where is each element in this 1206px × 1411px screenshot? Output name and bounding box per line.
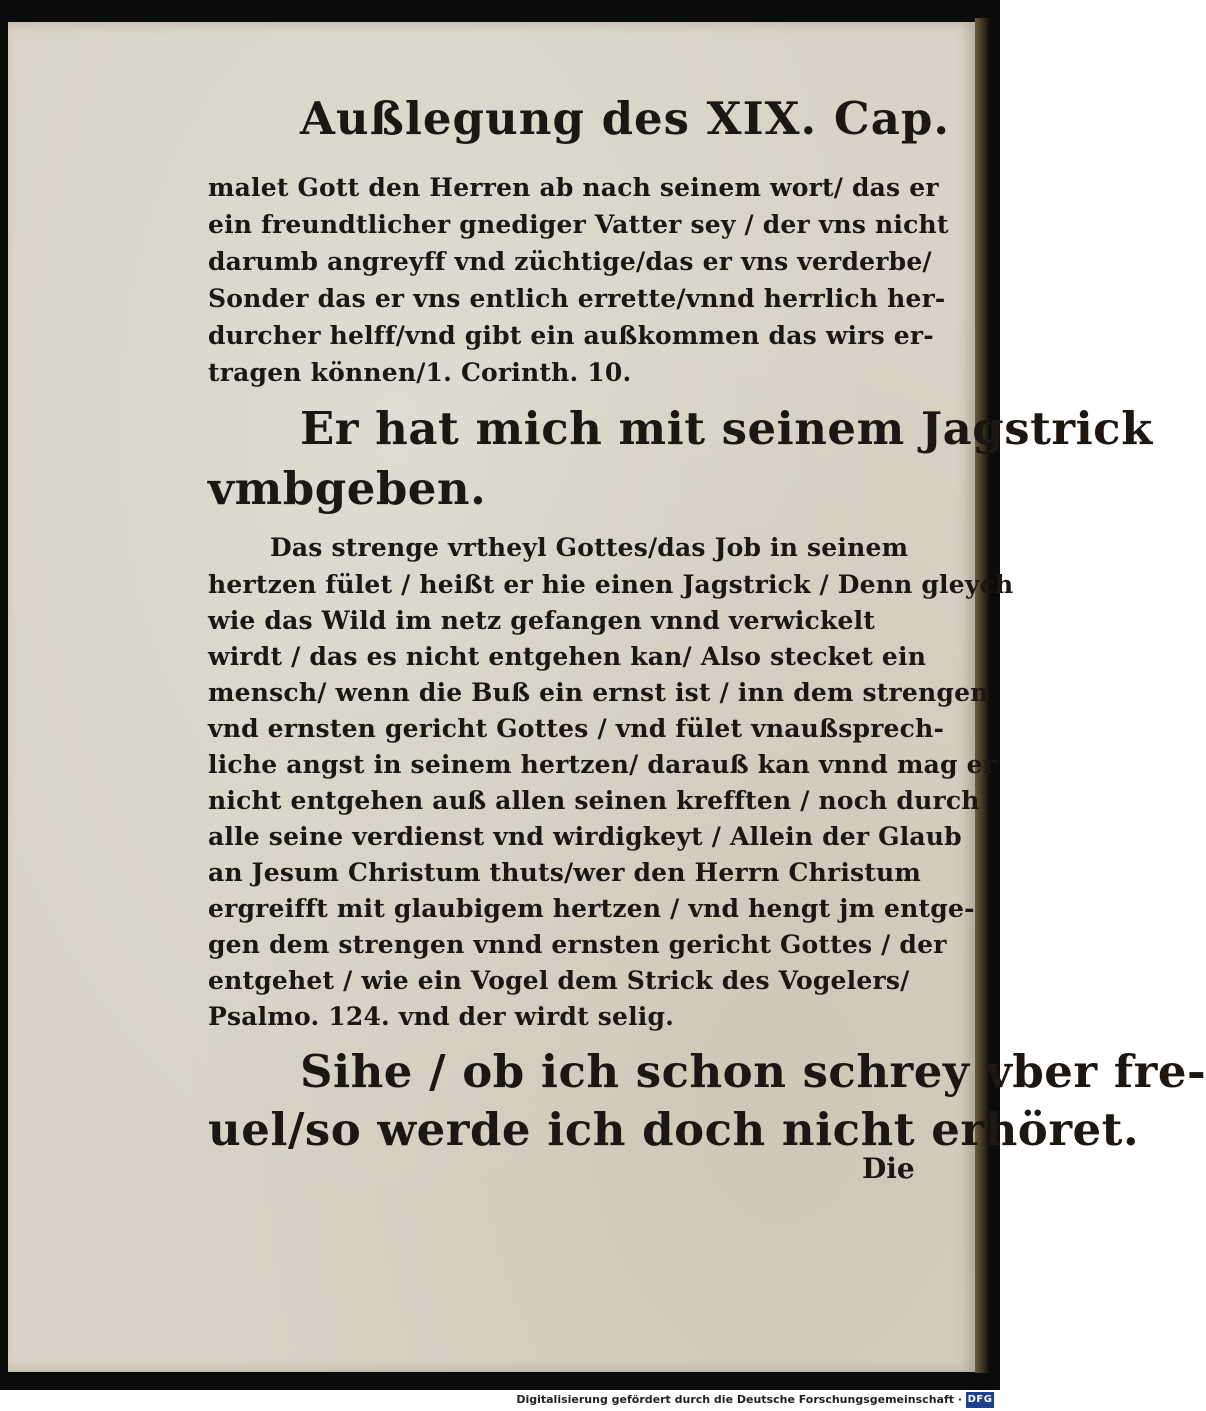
paragraph2-line: nicht entgehen auß allen seinen krefften / noch durch — [208, 786, 980, 815]
paragraph2-line: ergreifft mit glaubigem hertzen / vnd hengt jm entge- — [208, 894, 975, 923]
running-head: Außlegung des XIX. Cap. — [300, 92, 950, 145]
paragraph1-line: malet Gott den Herren ab nach seinem wort/ das er — [208, 173, 939, 202]
dfg-logo-icon: DFG — [966, 1392, 994, 1408]
paragraph2-line: an Jesum Christum thuts/wer den Herrn Christum — [208, 858, 922, 887]
paragraph2-line: entgehet / wie ein Vogel dem Strick des Vogelers/ — [208, 966, 910, 995]
verse1-line: Er hat mich mit seinem Jagstrick — [300, 402, 1153, 455]
paragraph1-line: tragen können/1. Corinth. 10. — [208, 358, 632, 387]
paragraph1-line: durcher helff/vnd gibt ein außkommen das wirs er- — [208, 321, 934, 350]
paragraph2-line: hertzen fület / heißt er hie einen Jagstrick / Denn gleych — [208, 570, 1014, 599]
paragraph2-line: Das strenge vrtheyl Gottes/das Job in seinem — [270, 533, 909, 562]
verse2-line: uel/so werde ich doch nicht erhöret. — [208, 1103, 1140, 1156]
footer-bar — [0, 1390, 1000, 1411]
paragraph2-line: mensch/ wenn die Buß ein ernst ist / inn dem strengen — [208, 678, 989, 707]
paragraph1-line: darumb angreyff vnd züchtige/das er vns verderbe/ — [208, 247, 932, 276]
paragraph2-line: vnd ernsten gericht Gottes / vnd fület vnaußsprech- — [208, 714, 945, 743]
funding-credit: Digitalisierung gefördert durch die Deutsche Forschungsgemeinschaft · — [516, 1393, 962, 1406]
paragraph2-line: gen dem strengen vnnd ernsten gericht Gottes / der — [208, 930, 947, 959]
paragraph2-line: Psalmo. 124. vnd der wirdt selig. — [208, 1002, 675, 1031]
paragraph2-line: wie das Wild im netz gefangen vnnd verwickelt — [208, 606, 876, 635]
paragraph2-line: wirdt / das es nicht entgehen kan/ Also stecket ein — [208, 642, 927, 671]
catchword: Die — [862, 1152, 915, 1185]
verse2-line: Sihe / ob ich schon schrey vber fre- — [300, 1045, 1206, 1098]
paragraph1-line: ein freundtlicher gnediger Vatter sey / der vns nicht — [208, 210, 949, 239]
paragraph1-line: Sonder das er vns entlich errette/vnnd herrlich her- — [208, 284, 946, 313]
paragraph2-line: alle seine verdienst vnd wirdigkeyt / Allein der Glaub — [208, 822, 962, 851]
verse1-line: vmbgeben. — [208, 462, 487, 515]
paragraph2-line: liche angst in seinem hertzen/ darauß kan vnnd mag er — [208, 750, 997, 779]
